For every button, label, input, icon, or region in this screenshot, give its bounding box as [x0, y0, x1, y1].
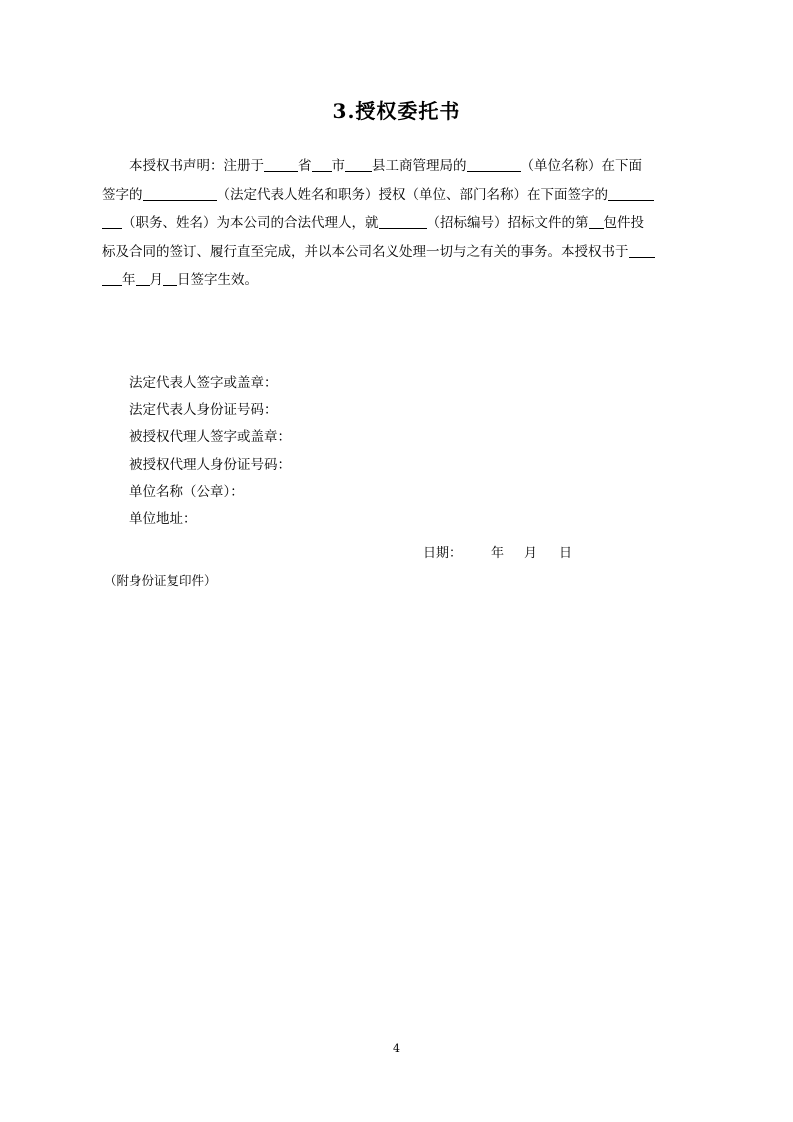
company-blank [467, 156, 521, 172]
date-day-label: 日 [559, 546, 573, 561]
year-blank-1 [629, 242, 655, 258]
month-blank [136, 270, 150, 286]
legal-rep-blank [143, 185, 217, 201]
statement-line-1 [102, 152, 682, 181]
statement-line-3 [102, 209, 682, 238]
province-label: 省 [298, 158, 312, 174]
statement-lead: 本授权书声明：注册于 [129, 158, 264, 174]
agent-signature-label: 被授权代理人签字或盖章： [129, 429, 291, 446]
document-title: 3.授权委托书 [332, 99, 461, 123]
tender-number-hint: （招标编号）招标文件的第 [426, 215, 589, 231]
tender-number-blank [379, 213, 427, 229]
date-year-label: 年 [491, 546, 505, 561]
legal-rep-signature-label: 法定代表人签字或盖章： [129, 375, 278, 391]
unit-name-hint: （单位名称）在下面 [520, 158, 642, 174]
city-label: 市 [331, 158, 345, 174]
legal-rep-hint: （法定代表人姓名和职务）授权（单位、部门名称）在下面签字的 [216, 186, 608, 203]
agent-hint: （职务、姓名）为本公司的合法代理人，就 [122, 215, 379, 231]
package-blank [589, 213, 604, 229]
date-label: 日期： [423, 546, 463, 561]
year-label: 年 [122, 272, 136, 288]
signature-fields [129, 370, 291, 533]
county-bureau-label: 县工商管理局的 [372, 158, 467, 174]
package-label: 包件投 [603, 215, 644, 231]
month-label: 月 [149, 272, 163, 288]
statement-line-2 [102, 181, 682, 210]
page-number: 4 [393, 1042, 400, 1055]
statement-line-5 [102, 266, 682, 295]
province-blank [264, 156, 298, 172]
effective-label: 日签字生效。 [177, 272, 258, 288]
date-month-label: 月 [524, 546, 538, 561]
year-blank-2 [102, 270, 122, 286]
county-blank [345, 156, 372, 172]
agent-id-label: 被授权代理人身份证号码： [129, 456, 291, 473]
date-row [423, 545, 572, 563]
statement-line-4-text: 标及合同的签订、履行直至完成，并以本公司名义处理一切与之有关的事务。本授权书于 [102, 243, 629, 260]
unit-name-seal-label: 单位名称（公章）： [129, 483, 244, 500]
day-blank [163, 270, 177, 286]
agent-blank-2 [102, 213, 122, 229]
city-blank [312, 156, 332, 172]
agent-blank-1 [608, 185, 654, 201]
statement-line-4 [102, 238, 682, 267]
attachment-note: （附身份证复印件） [104, 573, 217, 588]
legal-rep-id-label: 法定代表人身份证号码： [129, 402, 278, 419]
unit-address-label: 单位地址： [129, 511, 197, 528]
signed-by-label: 签字的 [102, 186, 143, 203]
authorization-statement [102, 152, 682, 295]
